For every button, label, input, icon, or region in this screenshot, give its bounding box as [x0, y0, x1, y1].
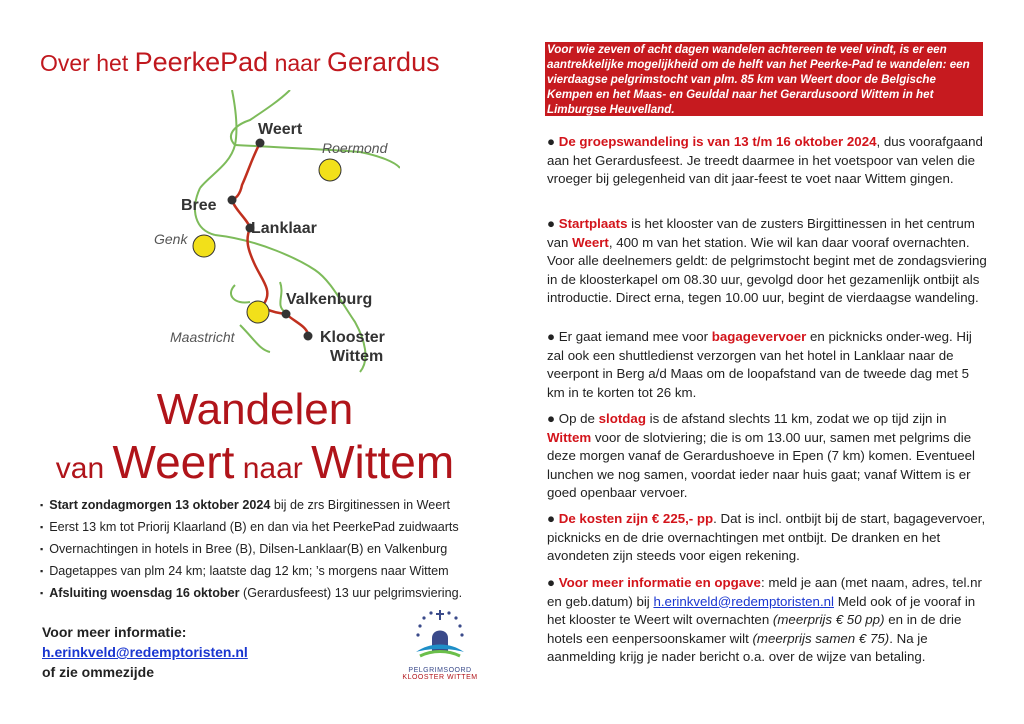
- paragraph-startplaats: ● Startplaats is het klooster van de zusters Birgittinessen in het centrum van Weert, 400 m van het station. Wie wil kan daar vooraf overnachten. Voor alle deelnemers geldt: de pelgrimstocht begint met de zondagsviering in de kloosterkapel om 08.30 uur, gevolgd door het gezamenlijk ontbijt als introductie. Direct erna, tegen 10.00 uur, begint de vierdaagse wandeling.: [547, 216, 987, 305]
- label-weert: Weert: [258, 121, 303, 138]
- paragraph-groepswandeling: ● De groepswandeling is van 13 t/m 16 oktober 2024, dus voorafgaand aan het Gerardusfeest. Je treedt daarmee in het voetspoor van velen die vroeger bij gelegenheid van dit jaar-feest te voet naar Wittem gingen.: [547, 134, 983, 186]
- paragraph-opgave: ● Voor meer informatie en opgave: meld je aan (met naam, adres, tel.nr en geb.datum) bij h.erinkveld@redemptoristen.nl Meld ook of je vooraf in het klooster te Weert wilt overnachten (meerprijs € 50 pp) en in de drie hotels een eenpersoonskamer wilt (meerprijs samen € 75). Na je aanmelding krijg je nader bericht o.a. over de wijze van betaling.: [547, 575, 982, 664]
- bree-marker: [228, 196, 237, 205]
- klooster-marker: [304, 332, 313, 341]
- bullet-item: ▪ Eerst 13 km tot Priorij Klaarland (B) en dan via het PeerkePad zuidwaarts: [40, 516, 510, 538]
- headline: Over het PeerkePad naar Gerardus: [40, 47, 440, 77]
- opgave-email-link[interactable]: h.erinkveld@redemptoristen.nl: [653, 593, 834, 609]
- label-genk: Genk: [154, 231, 188, 247]
- logo-emblem-icon: [410, 608, 470, 660]
- weert-marker: [256, 139, 265, 148]
- main-title-line1: Wandelen: [156, 385, 354, 434]
- label-roermond: Roermond: [322, 140, 388, 156]
- label-bree: Bree: [181, 197, 217, 214]
- logo-line1: PELGRIMSOORD: [408, 667, 472, 674]
- label-maastricht: Maastricht: [170, 329, 235, 345]
- bullet-item: ▪ Dagetappes van plm 24 km; laatste dag 12 km; ’s morgens naar Wittem: [40, 560, 510, 582]
- label-lanklaar: Lanklaar: [251, 220, 317, 237]
- contact-email-link[interactable]: h.erinkveld@redemptoristen.nl: [42, 644, 248, 660]
- bullet-item: ▪ Start zondagmorgen 13 oktober 2024 bij de zrs Birgitinessen in Weert: [40, 494, 510, 516]
- main-title-line2: van Weert naar Wittem: [55, 436, 455, 488]
- info-after: of zie ommezijde: [42, 664, 155, 680]
- paragraph-kosten: ● De kosten zijn € 225,- pp. Dat is incl. ontbijt bij de start, bagagevervoer, picknicks en de drie overnachtingen met ontbijt. De dranken en het avondeten zijn steeds voor eigen rekening.: [547, 511, 986, 563]
- label-klooster: Klooster: [320, 329, 385, 346]
- paragraph-bagage: ● Er gaat iemand mee voor bagagevervoer en picknicks onder-weg. Hij zal ook een shuttledienst verzorgen van het hotel in Lanklaar naar de veerpont in Berg a/d Maas om de loopafstand van de tweede dag met 5 km in te korten tot 26 km.: [547, 329, 972, 400]
- program-bullets: [40, 494, 510, 604]
- intro-box: Voor wie zeven of acht dagen wandelen achtereen te veel vindt, is er een aantrekkelijke mogelijkheid om de helft van het Peerke-Pad te wandelen: een vierdaagse pelgrimstocht van plm. 85 km van Weert door de Belgische Kempen en het Maas- en Geuldal naar het Gerardusoord Wittem in het Limburgse Heuvelland.: [545, 42, 983, 116]
- bullet-item: ▪ Afsluiting woensdag 16 oktober (Gerardusfeest) 13 uur pelgrimsviering.: [40, 582, 510, 604]
- pelgrimsoord-logo: [395, 608, 485, 688]
- contact-info: [42, 622, 248, 682]
- maastricht-dot: [247, 301, 269, 323]
- genk-dot: [193, 235, 215, 257]
- roermond-dot: [319, 159, 341, 181]
- route-map: [140, 90, 400, 380]
- label-wittem: Wittem: [330, 348, 384, 365]
- logo-line2: KLOOSTER WITTEM: [402, 674, 478, 681]
- valkenburg-marker: [282, 310, 291, 319]
- bullet-item: ▪ Overnachtingen in hotels in Bree (B), Dilsen-Lanklaar(B) en Valkenburg: [40, 538, 510, 560]
- paragraph-slotdag: ● Op de slotdag is de afstand slechts 11 km, zodat we op tijd zijn in Wittem voor de slotviering; die is om 13.00 uur, samen met pelgrims die deze morgen vanaf de Gerardushoeve in Epen (7 km) komen. Eventueel lunchen we nog samen, voordat ieder naar huis gaat; vanaf Wittem is er goed openbaar vervoer.: [547, 411, 975, 500]
- info-title: Voor meer informatie:: [42, 624, 187, 640]
- label-valkenburg: Valkenburg: [286, 291, 373, 308]
